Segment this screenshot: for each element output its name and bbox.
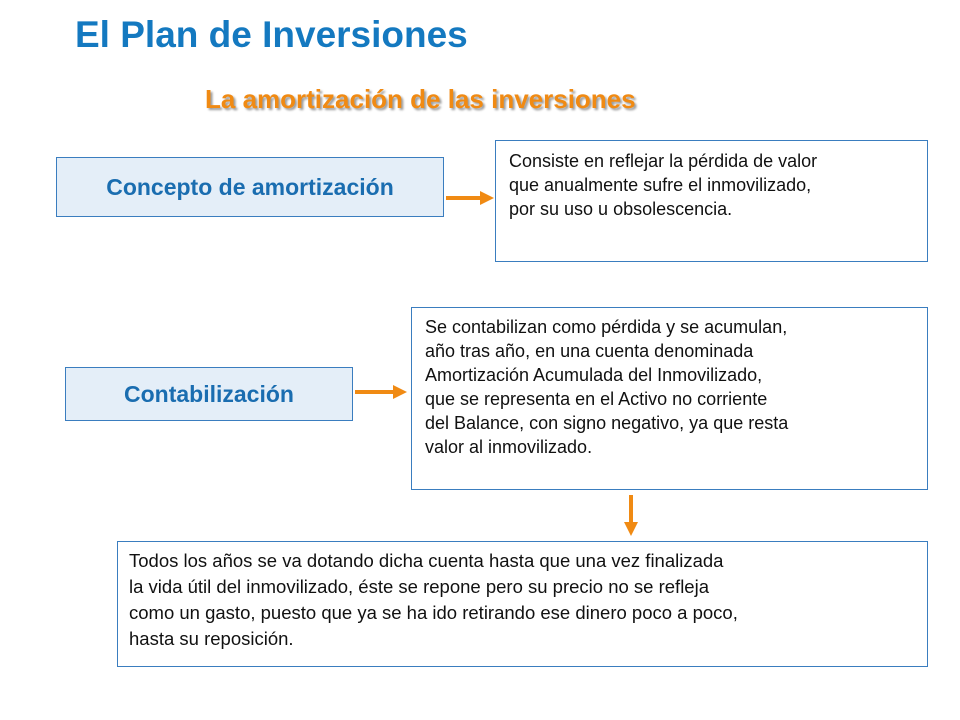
accounting-description-line: Amortización Acumulada del Inmovilizado, — [425, 365, 763, 385]
page-subtitle: La amortización de las inversiones — [205, 84, 636, 114]
conclusion-description-box — [117, 541, 928, 667]
page-title: El Plan de Inversiones — [75, 14, 468, 55]
arrow-right-icon — [446, 188, 496, 208]
conclusion-description-line: la vida útil del inmovilizado, éste se repone pero su precio no se refleja — [129, 576, 709, 597]
accounting-description-line: valor al inmovilizado. — [425, 437, 593, 457]
arrow-right-icon — [355, 382, 410, 402]
conclusion-description-line: hasta su reposición. — [129, 628, 294, 649]
concept-description-line: Consiste en reflejar la pérdida de valor — [509, 151, 818, 171]
accounting-description-line: Se contabilizan como pérdida y se acumulan, — [425, 317, 788, 337]
accounting-description-line: del Balance, con signo negativo, ya que resta — [425, 413, 789, 433]
accounting-label-box — [65, 367, 353, 421]
concept-description-line: por su uso u obsolescencia. — [509, 199, 733, 219]
accounting-description-line: que se representa en el Activo no corriente — [425, 389, 768, 409]
accounting-label: Contabilización — [124, 380, 294, 407]
concept-description-box — [495, 140, 928, 262]
concept-label-box — [56, 157, 444, 217]
accounting-description-line: año tras año, en una cuenta denominada — [425, 341, 754, 361]
concept-description-line: que anualmente sufre el inmovilizado, — [509, 175, 812, 195]
accounting-description-box — [411, 307, 928, 490]
conclusion-description-line: Todos los años se va dotando dicha cuenta hasta que una vez finalizada — [129, 550, 724, 571]
arrow-down-icon — [621, 495, 641, 539]
conclusion-description-line: como un gasto, puesto que ya se ha ido retirando ese dinero poco a poco, — [129, 602, 738, 623]
concept-label: Concepto de amortización — [106, 173, 394, 200]
